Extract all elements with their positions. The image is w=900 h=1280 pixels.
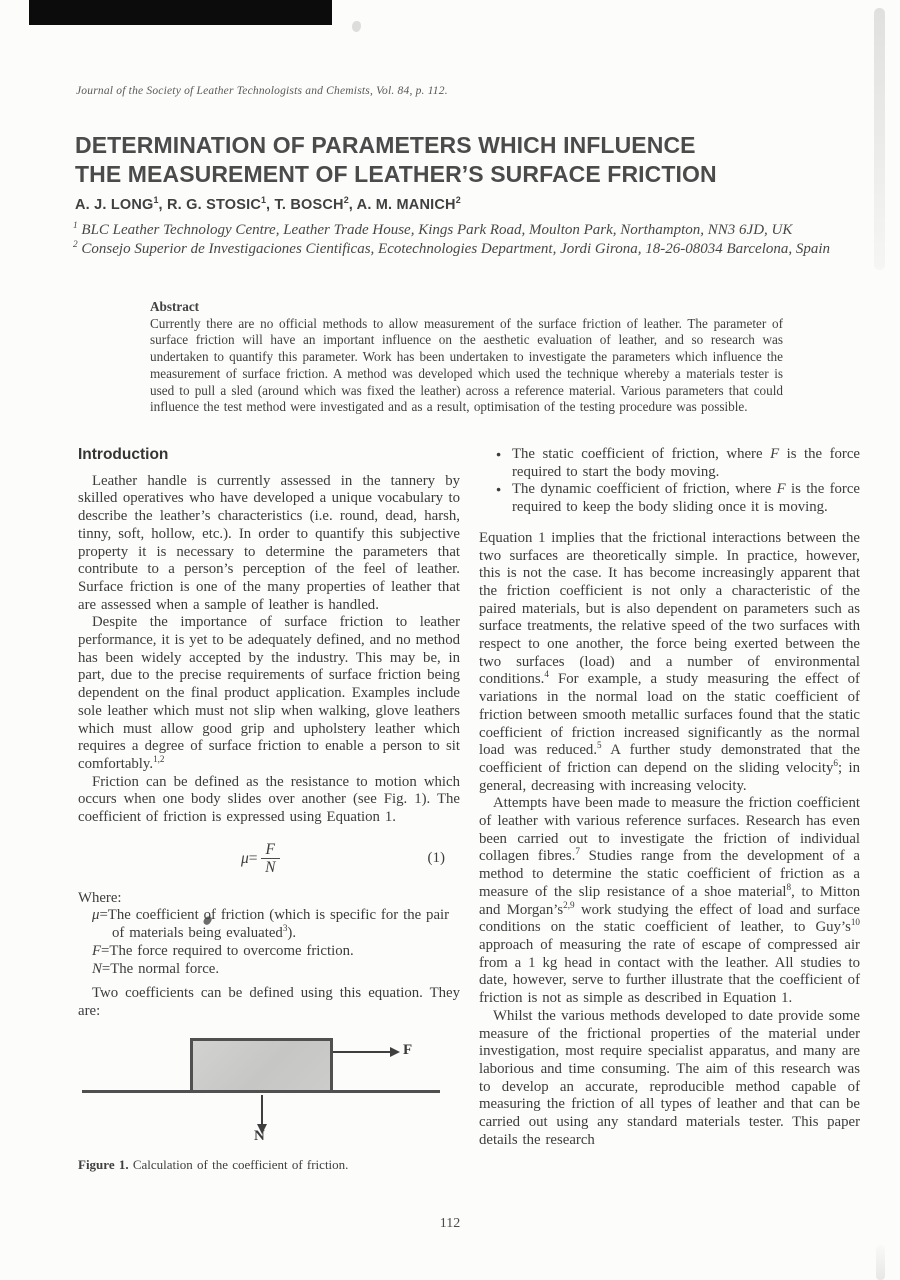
intro-paragraph-3: Friction can be defined as the resistance to motion which occurs when one body slides over another (see Fig. 1). The coefficient of friction is expressed using Equation 1.: [78, 773, 460, 826]
mu-symbol: μ: [241, 849, 249, 867]
normal-force-label: N: [254, 1127, 265, 1144]
introduction-heading: Introduction: [78, 446, 169, 463]
abstract-body: Currently there are no official methods to allow measurement of the surface friction of leather. The parameter of surface friction will have an important influence on the aesthetic evaluation of leather, and so research was undertaken to quantify this parameter. Work has been undertaken to investigate the parameters which influence the measurement of surface friction. A method was developed which used the technique whereby a materials tester is used to pull a sled (around which was fixed the leather) across a reference material. Various parameters that could influence the test method were investigated and as a result, optimisation of the testing procedure was possible.: [150, 315, 783, 415]
figure-1: [78, 1034, 460, 1146]
affiliation-1: $^1$ BLC Leather Technology Centre, Leather Trade House, Kings Park Road, Moulton Park, Northampton, NN3 6JD, UK: [73, 221, 793, 238]
equation-number: (1): [427, 849, 445, 866]
affiliation-2: $^2$ Consejo Superior de Investigaciones Cientificas, Ecotechnologies Department, Jordi Girona, 18-26-08034 Barcelona, Spain: [73, 239, 831, 257]
article-title-line-2: THE MEASUREMENT OF LEATHER’S SURFACE FRICTION: [75, 160, 717, 187]
symbol-definitions: [78, 907, 460, 978]
definition-n: N=The normal force.: [92, 960, 220, 977]
bullet-static-coefficient: ● The static coefficient of friction, where F is the force required to start the body moving.: [479, 446, 860, 481]
equals-sign: =: [248, 849, 258, 867]
force-label: F: [403, 1041, 413, 1058]
right-column: [479, 446, 860, 1149]
figure-1-caption-text: Calculation of the coefficient of friction.: [128, 1156, 349, 1172]
body-paragraph-3: Whilst the various methods developed to date provide some measure of the frictional properties of the material under investigation, most require specialist apparatus, and many are laborious and time consuming. The aim of this research was to develop an accurate, reproducible method capable of measuring the friction of all types of leather and that can be carried out using any standard materials tester. This paper details the research: [479, 1007, 860, 1148]
normal-force-arrow: [261, 1095, 263, 1125]
article-title: [75, 131, 835, 188]
fraction: [261, 841, 280, 876]
page-number: 112: [439, 1216, 461, 1231]
equation-1: [78, 836, 460, 882]
affiliations: [73, 221, 867, 258]
definition-mu: μ=The coefficient of friction (which is specific for the pair of materials being evaluated$^3$).: [92, 907, 450, 942]
body-paragraph-2: Attempts have been made to measure the friction coefficient of leather with various reference surfaces. Research has even been carried out to investigate the friction of individual collagen fibres.$^7$ Studies range from the development of a method to determine the static coefficient of friction as a measure of the slip resistance of a shoe material$^8$, to Mitton and $Morgan’s^{2,9}$ work studying the effect of load and surface conditions on the static coefficient of leather, to $Guy’s^{10}$ approach of measuring the rate of escape of compressed air from a 1 kg head in contact with the leather. All studies to date, however, serve to further illustrate that the coefficient of friction is not as simple as described in Equation 1.: [479, 795, 861, 1007]
sled-box: [190, 1038, 333, 1093]
intro-paragraph-4: Two coefficients can be defined using this equation. They are:: [78, 985, 460, 1019]
body-paragraph-1: Equation 1 implies that the frictional interactions between the two surfaces are theoretically simple. In practice, however, this is not the case. It has become increasingly apparent that the friction coefficient is not only a characteristic of the paired materials, but is also dependent on parameters such as surface treatments, the relative speed of the two surfaces with respect to one another, the force being exerted between the two surfaces (load) and a number of environmental conditions.$^4$ For example, a study measuring the effect of variations in the normal load on the static coefficient of friction between smooth metallic surfaces found that the static coefficient of friction increased significantly as the normal load was reduced.$^5$ A further study demonstrated that the coefficient of friction can depend on the sliding velocity$^6$; in general, decreasing with increasing velocity.: [479, 529, 861, 794]
definition-f: F=The force required to overcome friction.: [92, 942, 354, 959]
equation-expression: [241, 841, 280, 876]
intro-paragraph-1: Leather handle is currently assessed in the tannery by skilled operatives who have developed a unique vocabulary to describe the leather’s characteristics (i.e. round, dead, harsh, tinny, soft, hollow, etc.). In order to quantify this subjective property it is necessary to determine the parameters that contribute to a person’s perception of the feel of leather. Surface friction is one of the many properties of leather that are assessed when a sample of leather is handled.: [78, 472, 460, 613]
scan-edge-streak: [874, 8, 885, 270]
scan-smudge: [352, 21, 361, 32]
article-title-line-1: DETERMINATION OF PARAMETERS WHICH INFLUENCE: [75, 132, 696, 158]
abstract-heading: Abstract: [150, 299, 200, 314]
scan-black-bar: [29, 0, 332, 25]
scan-edge-streak-bottom: [876, 1245, 885, 1280]
fraction-numerator: F: [261, 841, 280, 859]
where-label: Where:: [78, 889, 122, 906]
figure-1-caption: [78, 1156, 460, 1174]
abstract-section: [150, 299, 783, 416]
figure-1-caption-label: Figure 1.: [78, 1156, 129, 1172]
fraction-denominator: N: [265, 859, 276, 877]
force-arrow: [333, 1051, 391, 1053]
journal-citation-line: Journal of the Society of Leather Technologists and Chemists, Vol. 84, p. 112.: [76, 85, 448, 97]
bullet-dynamic-coefficient: ● The dynamic coefficient of friction, where F is the force required to keep the body sliding once it is moving.: [479, 481, 860, 516]
intro-paragraph-2: Despite the importance of surface friction to leather performance, it is yet to be adequately defined, and no method has been widely accepted by the industry. This may be, in part, due to the precise requirements of surface friction being dependent on the final product application. Examples include sole leather which must not slip when walking, glove leathers which must allow good grip and upholstery leather which requires a degree of surface friction to enable a person to sit comfortably.$^{1,2}$: [78, 614, 460, 772]
author-list: A. J. LONG$^1$, R. G. STOSIC$^1$, T. BOSCH$^2$, A. M. MANICH$^2$: [75, 195, 461, 213]
coefficient-bullet-list: [479, 446, 860, 517]
left-column: [78, 446, 460, 1173]
